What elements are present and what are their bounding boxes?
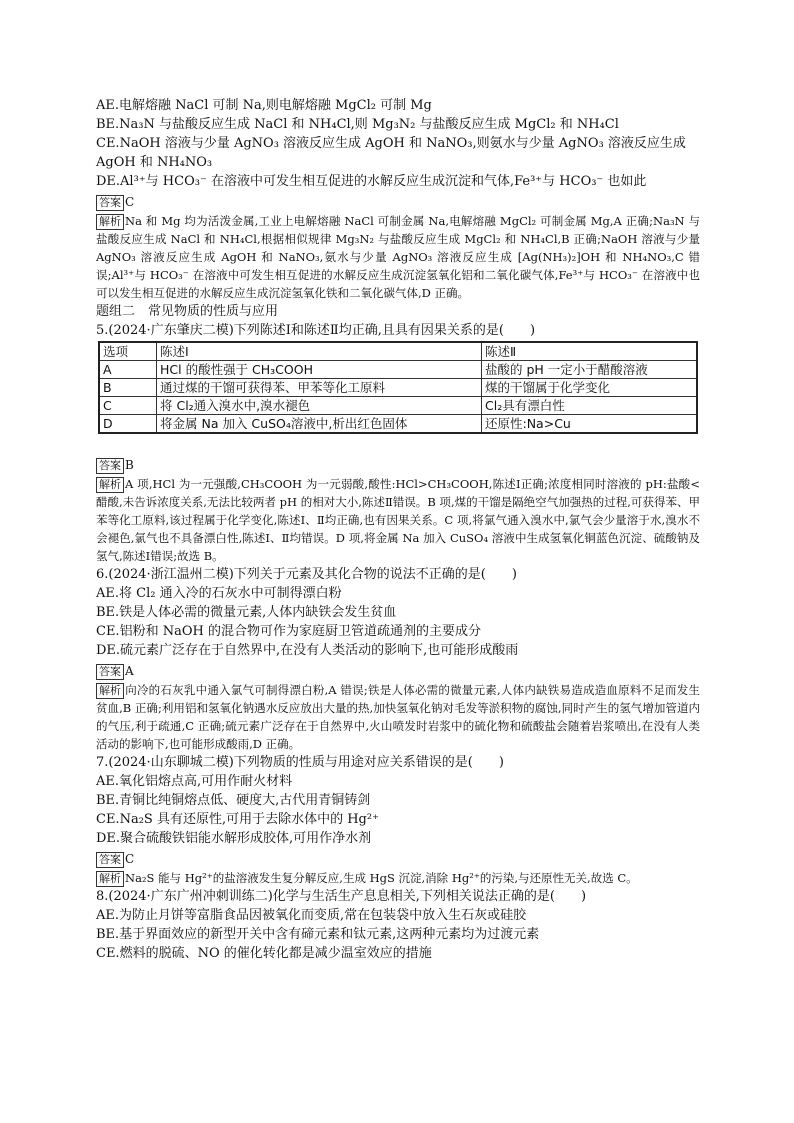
table-cell: 将 Cl₂通入溴水中,溴水褪色: [157, 397, 482, 415]
explanation-text: Na₂S 能与 Hg²⁺的盐溶液发生复分解反应,生成 HgS 沉淀,消除 Hg²⁺的污染,与还原性无关,故选 C。: [125, 871, 638, 885]
q8-option-a: AE.为防止月饼等富脂食品因被氧化而变质,常在包装袋中放入生石灰或硅胶: [96, 908, 527, 923]
q5-table: [98, 341, 698, 434]
q4-answer: [96, 193, 700, 212]
q6-option-d: DE.硫元素广泛存在于自然界中,在没有人类活动的影响下,也可能形成酸雨: [96, 643, 519, 658]
q6-option-c: CE.铝粉和 NaOH 的混合物可作为家庭厨卫管道疏通剂的主要成分: [96, 624, 481, 639]
q7-stem: 7.(2024·山东聊城二模)下列物质的性质与用途对应关系错误的是( ): [96, 755, 504, 770]
q5-explanation: [96, 475, 700, 565]
q4-option-c-cont: AgOH 和 NH₄NO₃: [96, 155, 213, 170]
answer-tag: 答案: [96, 852, 124, 868]
q7-option-d: DE.聚合硫酸铁铝能水解形成胶体,可用作净水剂: [96, 831, 372, 846]
page-content: [96, 96, 700, 963]
q6-answer: [96, 662, 700, 681]
answer-tag: 答案: [96, 195, 124, 211]
q8-option-c: CE.燃料的脱硫、NO 的催化转化都是减少温室效应的措施: [96, 946, 432, 961]
answer-value: A: [125, 664, 134, 678]
explanation-tag: 解析: [96, 477, 124, 493]
table-cell: B: [99, 379, 157, 397]
q6-explanation: [96, 681, 700, 753]
answer-value: C: [125, 852, 135, 866]
answer-value: C: [125, 195, 135, 209]
q4-option-b: BE.Na₃N 与盐酸反应生成 NaCl 和 NH₄Cl,则 Mg₃N₂ 与盐酸反应生成 MgCl₂ 和 NH₄Cl: [96, 117, 619, 132]
table-cell: HCl 的酸性强于 CH₃COOH: [157, 361, 482, 379]
answer-tag: 答案: [96, 458, 124, 474]
table-cell: C: [99, 397, 157, 415]
explanation-tag: 解析: [96, 683, 124, 699]
q5-stem: 5.(2024·广东肇庆二模)下列陈述Ⅰ和陈述Ⅱ均正确,且具有因果关系的是( ): [96, 323, 536, 338]
q7-option-b: BE.青铜比纯铜熔点低、硬度大,古代用青铜铸剑: [96, 793, 371, 808]
table-row: [99, 397, 697, 415]
table-cell: 通过煤的干馏可获得苯、甲苯等化工原料: [157, 379, 482, 397]
table-cell: 煤的干馏属于化学变化: [482, 379, 698, 397]
table-row: [99, 379, 697, 397]
q4-option-d: DE.Al³⁺与 HCO₃⁻ 在溶液中可发生相互促进的水解反应生成沉淀和气体,Fe³⁺与 HCO₃⁻ 也如此: [96, 174, 647, 189]
q4-option-c: CE.NaOH 溶液与少量 AgNO₃ 溶液反应生成 AgOH 和 NaNO₃,则氨水与少量 AgNO₃ 溶液反应生成: [96, 136, 686, 151]
q6-option-a: AE.将 Cl₂ 通入冷的石灰水中可制得漂白粉: [96, 586, 342, 601]
answer-tag: 答案: [96, 664, 124, 680]
q6-option-b: BE.铁是人体必需的微量元素,人体内缺铁会发生贫血: [96, 605, 397, 620]
table-cell: 还原性:Na>Cu: [482, 415, 698, 434]
explanation-tag: 解析: [96, 871, 124, 887]
table-cell: 将金属 Na 加入 CuSO₄溶液中,析出红色固体: [157, 415, 482, 434]
group-title: 题组二 常见物质的性质与应用: [96, 304, 279, 319]
q6-stem: 6.(2024·浙江温州二模)下列关于元素及其化合物的说法不正确的是( ): [96, 567, 517, 582]
explanation-text: 向冷的石灰乳中通入氯气可制得漂白粉,A 错误;铁是人体必需的微量元素,人体内缺铁易造成造血原料不足而发生贫血,B 正确;利用铝和氢氧化钠遇水反应放出大量的热,加快氢氧化钠对毛发等淤积物的腐蚀,同时产生的氢气增加管道内的气压,利于疏通,C 正确;硫元素广泛存在于自然界中,火山喷发时岩浆中的硫化物和硫酸盐会随着岩浆喷出,在没有人类活动的影响下,也可能形成酸雨,D 正确。: [96, 683, 700, 751]
q7-option-a: AE.氧化铝熔点高,可用作耐火材料: [96, 774, 293, 789]
table-header-cell: 选项: [99, 342, 157, 361]
table-row: [99, 361, 697, 379]
explanation-text: A 项,HCl 为一元强酸,CH₃COOH 为一元弱酸,酸性:HCl>CH₃COOH,陈述Ⅰ正确;浓度相同时溶液的 pH:盐酸<醋酸,未告诉浓度关系,无法比较两者 pH 的相对大小,陈述Ⅱ错误。B 项,煤的干馏是隔绝空气加强热的过程,可获得苯、甲苯等化工原料,该过程属于化学变化,陈述Ⅰ、Ⅱ均正确,也有因果关系。C 项,将氯气通入溴水中,氯气会少量溶于水,溴水不会褪色,氯气也不具备漂白性,陈述Ⅰ、Ⅱ均错误。D 项,将金属 Na 加入 CuSO₄ 溶液中生成氢氧化铜蓝色沉淀、硫酸钠及氢气,陈述Ⅰ错误;故选 B。: [96, 477, 700, 563]
table-cell: D: [99, 415, 157, 434]
q5-answer: [96, 456, 700, 475]
table-header-row: [99, 342, 697, 361]
table-row: [99, 415, 697, 434]
q7-explanation: [96, 869, 700, 887]
explanation-text: Na 和 Mg 均为活泼金属,工业上电解熔融 NaCl 可制金属 Na,电解熔融 MgCl₂ 可制金属 Mg,A 正确;Na₃N 与盐酸反应生成 NaCl 和 NH₄Cl,根据相似规律 Mg₃N₂ 与盐酸反应生成 MgCl₂ 和 NH₄Cl,B 正确;NaOH 溶液与少量 AgNO₃ 溶液反应生成 AgOH 和 NaNO₃,氨水与少量 AgNO₃ 溶液反应生成 [Ag(NH₃)₂]OH 和 NH₄NO₃,C 错误;Al³⁺与 HCO₃⁻ 在溶液中可发生相互促进的水解反应生成沉淀氢氧化铝和二氧化碳气体,Fe³⁺与 HCO₃⁻ 在溶液中也可以发生相互促进的水解反应生成沉淀氢氧化铁和二氧化碳气体,D 正确。: [96, 214, 700, 300]
q7-option-c: CE.Na₂S 具有还原性,可用于去除水体中的 Hg²⁺: [96, 812, 379, 827]
q8-stem: 8.(2024·广东广州冲刺训练二)化学与生活生产息息相关,下列相关说法正确的是( ): [96, 889, 587, 904]
explanation-tag: 解析: [96, 214, 124, 230]
table-header-cell: 陈述Ⅰ: [157, 342, 482, 361]
table-cell: Cl₂具有漂白性: [482, 397, 698, 415]
q8-option-b: BE.基于界面效应的新型开关中含有碲元素和钛元素,这两种元素均为过渡元素: [96, 927, 540, 942]
q7-answer: [96, 850, 700, 869]
answer-value: B: [125, 458, 134, 472]
table-cell: A: [99, 361, 157, 379]
table-cell: 盐酸的 pH 一定小于醋酸溶液: [482, 361, 698, 379]
q4-explanation: [96, 212, 700, 302]
table-header-cell: 陈述Ⅱ: [482, 342, 698, 361]
q4-option-a: AE.电解熔融 NaCl 可制 Na,则电解熔融 MgCl₂ 可制 Mg: [96, 98, 432, 113]
